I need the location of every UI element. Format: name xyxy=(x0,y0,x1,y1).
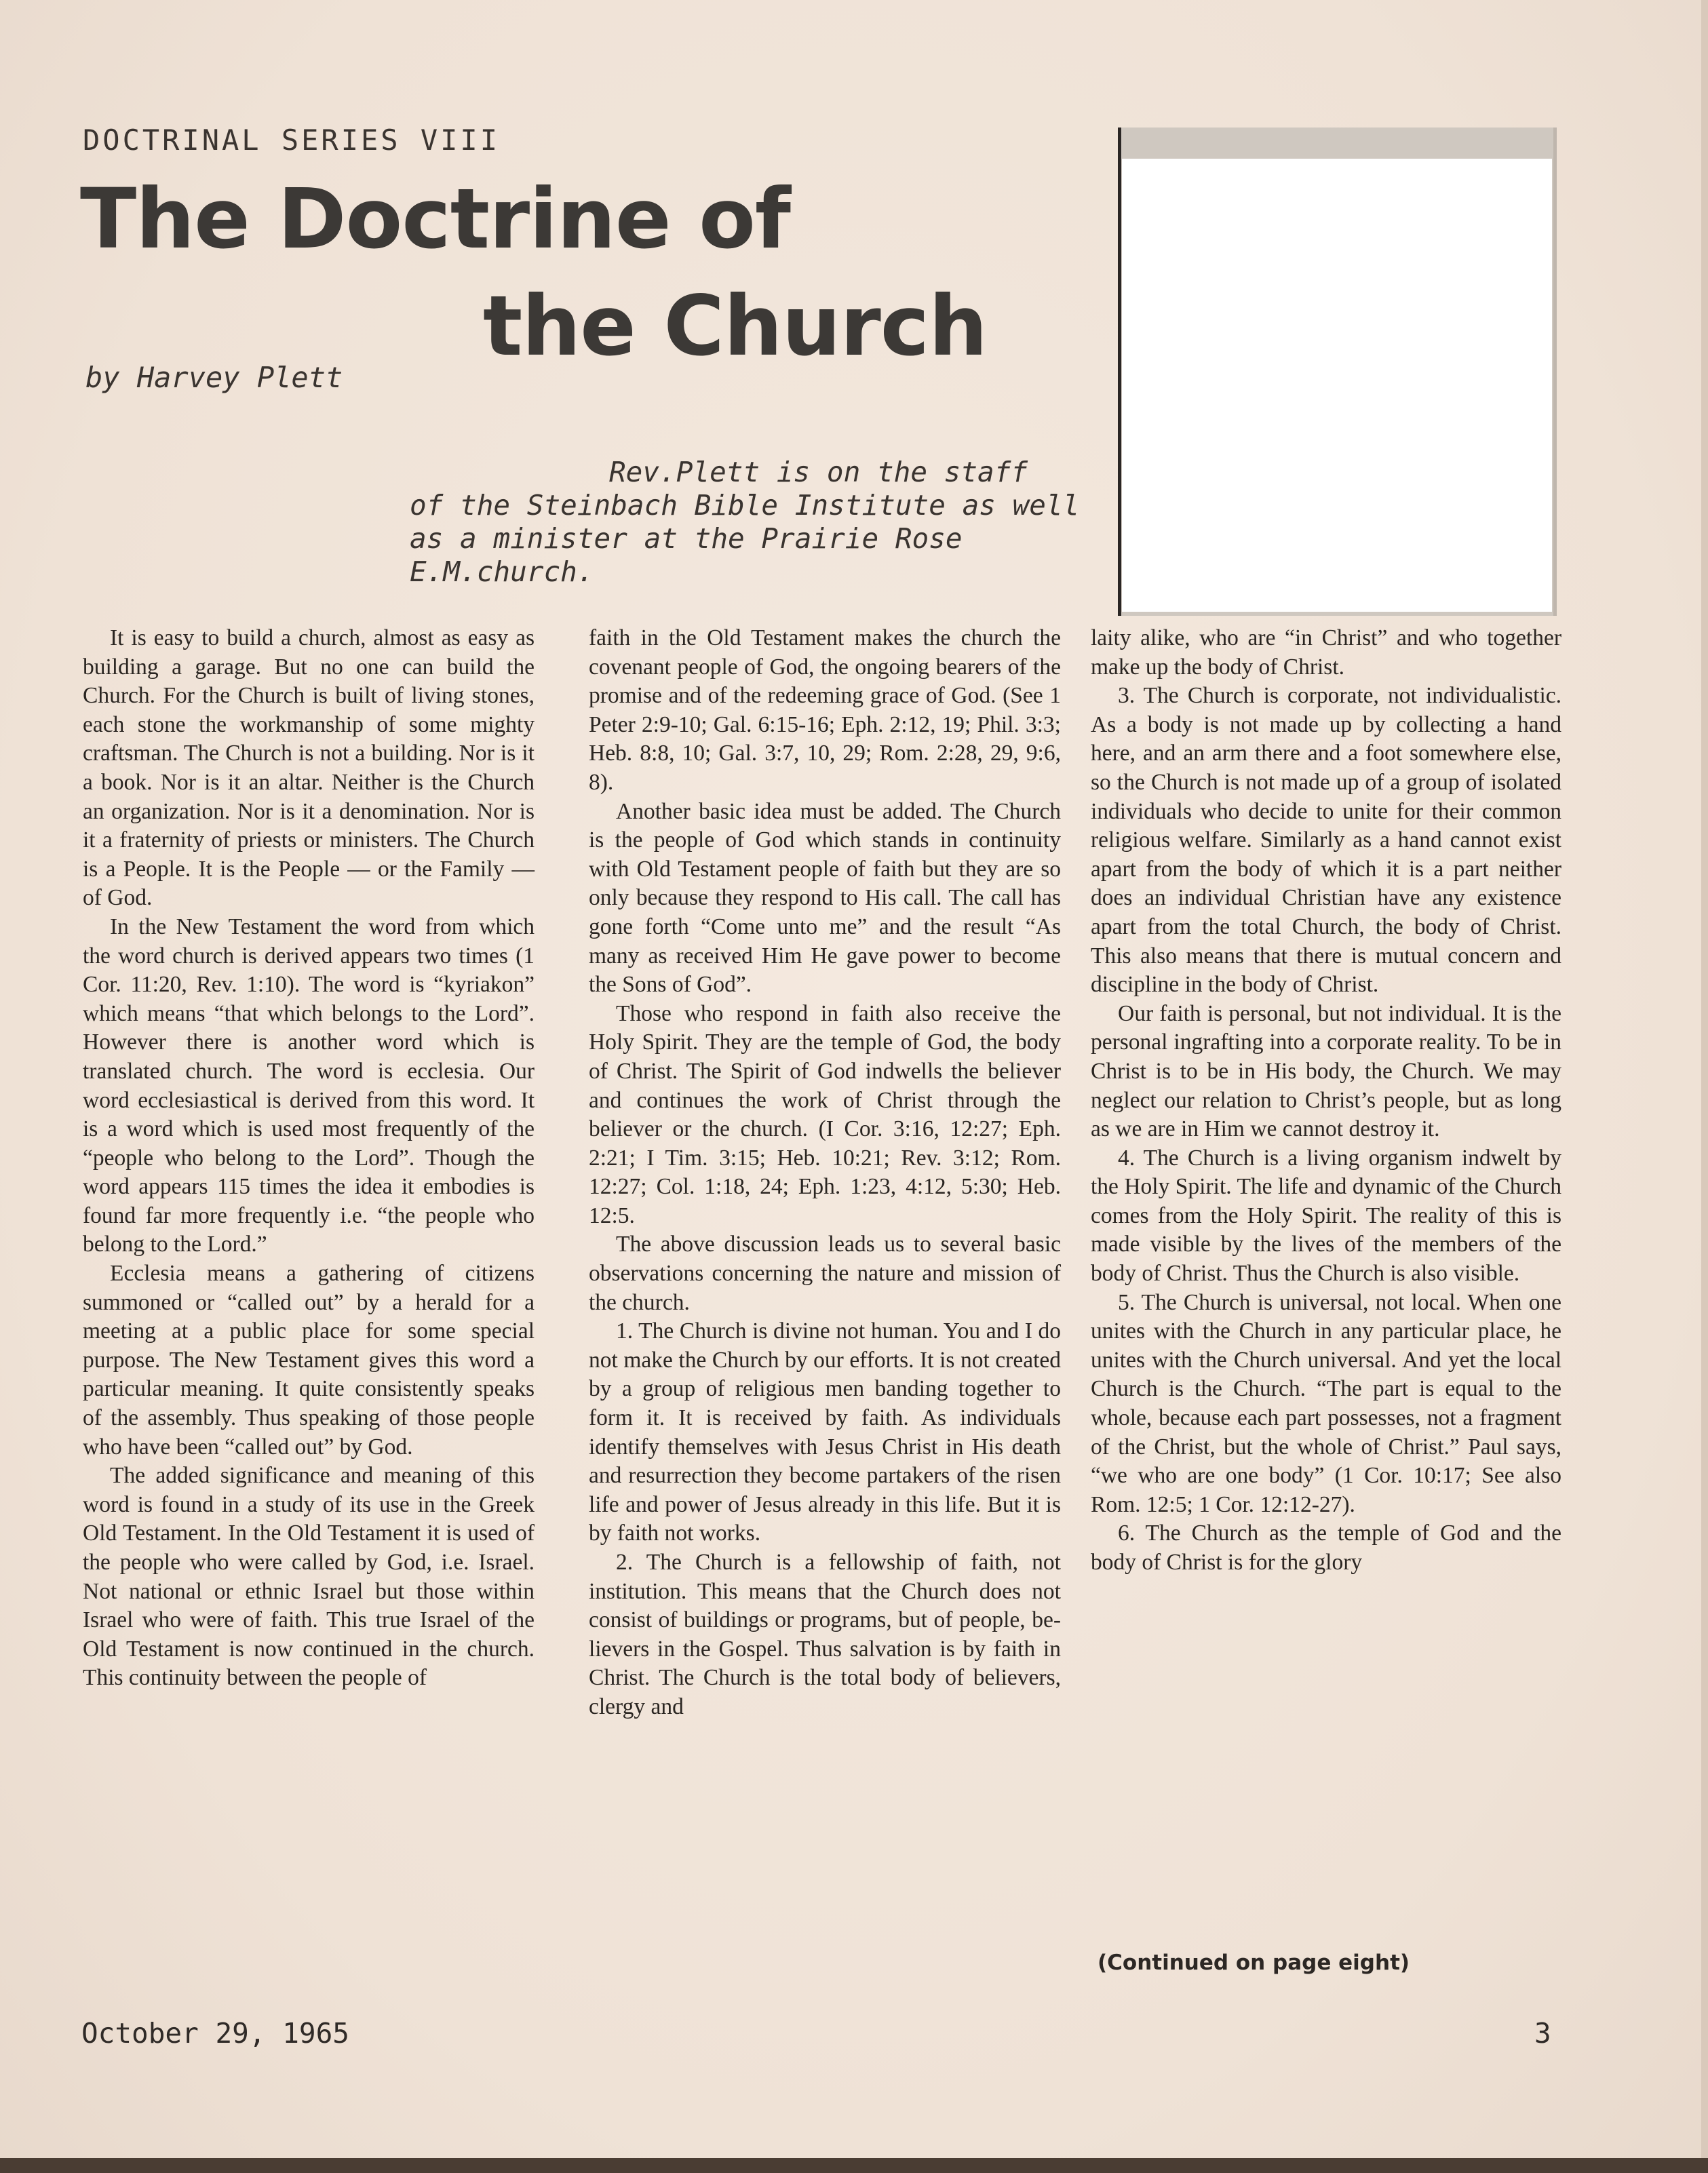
page-number: 3 xyxy=(1534,2017,1551,2050)
author-bio-line: of the Steinbach Bible Institute as well xyxy=(410,489,1080,522)
page-edge-bottom xyxy=(0,2158,1708,2173)
author-photo-redacted xyxy=(1122,159,1552,612)
paragraph: 1. The Church is divine not human. You and I do not make the Church by our efforts. It is not created by a group of religious men banding together to form it. It is received by faith. As individuals identify themselves with Jesus Christ in His death and resurrection they become partakers of the risen life and power of Jesus already in this life. But it is by faith not works. xyxy=(589,1318,1061,1546)
paragraph: Our faith is personal, but not individual. It is the personal ingrafting into a corporate reality. To be in Christ is to be in His body, the Church. We may neglect our relation to Christ’s people, but as long as we are in Him we cannot destroy it. xyxy=(1091,1000,1561,1142)
author-bio-line: as a minister at the Prairie Rose xyxy=(410,522,963,555)
paragraph: It is easy to build a church, almost as easy as building a garage. But no one can build the Church. For the Church is built of living stones, each stone the workmanship of some mighty craftsman. The Church is not a building. Nor is it a book. Nor is it an altar. Neither is the Church an organization. Nor is it a denomination. Nor is it a fraternity of priests or ministers. The Church is a People. It is the People — or the Family — of God. xyxy=(83,625,535,911)
issue-date: October 29, 1965 xyxy=(81,2017,349,2050)
paragraph: 3. The Church is corporate, not individualistic. As a body is not made up by collecting a hand here, and an arm there and a foot somewhere else, so the Church is not made up of a group of isolated individuals who decide to unite for their common religious welfare. Similarly as a hand cannot exist apart from the body of which it is a part neither does an individual Christian have any existence apart from the total Church, the body of Christ. This also means that there is mutual concern and discipline in the body of Christ. xyxy=(1091,683,1561,998)
article-title-line-1: The Doctrine of xyxy=(80,171,790,267)
paragraph: faith in the Old Testament makes the church the covenant people of God, the ongoing bearers of the promise and of the redeeming grace of God. (See 1 Peter 2:9-10; Gal. 6:15-16; Eph. 2:12, 19; Phil. 3:3; Heb. 8:8, 10; Gal. 3:7, 10, 29; Rom. 2:28, 29, 9:6, 8). xyxy=(589,625,1061,795)
paragraph: In the New Testament the word from which the word church is derived appears two times (1 Cor. 11:20, Rev. 1:10). The word is “kyriakon” which means “that which belongs to the Lord”. However there is another word which is translated church. The word is ecclesia. Our word ecclesiastical is derived from this word. It is a word which is used most frequently of the “people who belong to the Lord”. Though the word appears 115 times the idea it embodies is found far more frequently i.e. “the people who belong to the Lord.” xyxy=(83,914,535,1257)
article-column-1 xyxy=(83,624,535,1693)
continued-note: (Continued on page eight) xyxy=(1098,1951,1410,1975)
paragraph: 6. The Church as the temple of God and the body of Christ is for the glory xyxy=(1091,1521,1561,1575)
article-column-3 xyxy=(1091,624,1561,1578)
article-title-line-2: the Church xyxy=(483,278,987,374)
paragraph: 4. The Church is a living organism indwelt by the Holy Spirit. The life and dynamic of the Church comes from the Holy Spirit. The reality of this is made visible by the lives of the members of the body of Christ. Thus the Church is also visible. xyxy=(1091,1145,1561,1287)
paragraph: Those who respond in faith also receive the Holy Spirit. They are the temple of God, the body of Christ. The Spirit of God indwells the believer and continues the work of Christ through the believer or the church. (I Cor. 3:16, 12:27; Eph. 2:21; I Tim. 3:15; Heb. 10:21; Rev. 3:12; Rom. 12:27; Col. 1:18, 24; Eph. 1:23, 4:12, 5:30; Heb. 12:5. xyxy=(589,1000,1061,1228)
paragraph: Ecclesia means a gathering of citizens summoned or “called out” by a herald for a meeting at a public place for some special purpose. The New Testament gives this word a particular meaning. It quite consistently speaks of the assembly. Thus speaking of those people who have been “called out” by God. xyxy=(83,1261,535,1460)
paragraph: The added significance and meaning of this word is found in a study of its use in the Greek Old Testament. In the Old Testament it is used of the people who were called by God, i.e. Israel. Not national or ethnic Israel but those within Israel who were of faith. This true Israel of the Old Testament is now continued in the church. This continuity between the people of xyxy=(83,1463,535,1691)
author-bio xyxy=(410,456,1129,589)
article-column-2 xyxy=(589,624,1061,1722)
paragraph: laity alike, who are “in Christ” and who together make up the body of Christ. xyxy=(1091,625,1561,680)
paragraph: The above discussion leads us to several basic observations concerning the nature and mission of the church. xyxy=(589,1232,1061,1315)
series-label: DOCTRINAL SERIES VIII xyxy=(83,123,501,157)
page-edge-right xyxy=(1701,0,1708,2173)
author-byline: by Harvey Plett xyxy=(85,361,343,394)
paragraph: Another basic idea must be added. The Church is the people of God which stands in continuity with Old Testament people of faith but they are so only because they respond to His call. The call has gone forth “Come unto me” and the result “As many as received Him He gave power to become the Sons of God”. xyxy=(589,798,1061,998)
paragraph: 2. The Church is a fellowship of faith, not institution. This means that the Church does not consist of buildings or programs, but of people, believers in the Gospel. Thus salvation is by faith in Christ. The Church is the total body of believers, clergy and xyxy=(589,1550,1061,1719)
paragraph: 5. The Church is universal, not local. When one unites with the Church in any particular place, he unites with the Church universal. And yet the local Church is the Church. “The part is equal to the whole, because each part possesses, not a fragment of the Christ, but the whole of Christ.” Paul says, “we who are one body” (1 Cor. 10:17; See also Rom. 12:5; 1 Cor. 12:12-27). xyxy=(1091,1289,1561,1517)
author-bio-line: E.M.church. xyxy=(410,555,594,588)
author-bio-line: Rev.Plett is on the staff xyxy=(609,456,1028,488)
